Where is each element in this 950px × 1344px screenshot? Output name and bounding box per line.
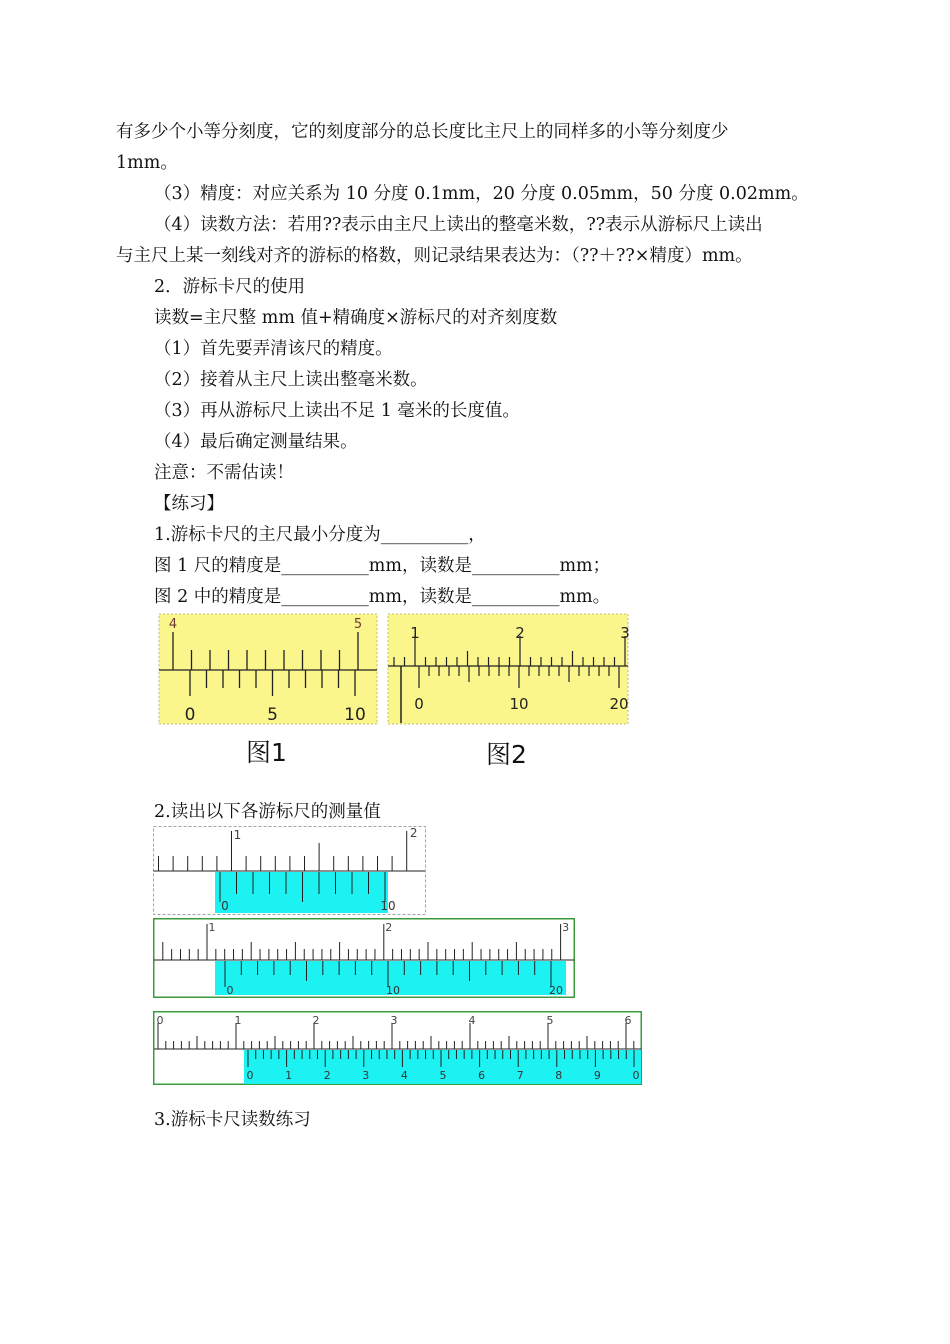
step-2: （2）接着从主尺上读出整毫米数。 [154,370,428,390]
paragraph-line-4: （4）读数方法：若用??表示由主尺上读出的整毫米数，??表示从游标尺上读出 [154,215,763,235]
fig2-main-label: 1 [410,624,420,642]
caliper-2-vernier-label: 20 [549,984,563,997]
caliper-2-vernier-label: 0 [226,984,234,997]
caliper-3-vernier-label: 0 [632,1069,640,1082]
section-heading: 2．游标卡尺的使用 [154,277,306,297]
step-3: （3）再从游标尺上读出不足 1 毫米的长度值。 [154,401,520,421]
fig1-vernier-label: 0 [184,705,196,725]
paragraph-line-3: （3）精度：对应关系为 10 分度 0.1mm，20 分度 0.05mm，50 分度 0.02mm。 [154,184,809,204]
note-line: 注意：不需估读！ [154,463,294,483]
caliper-2-vernier-label: 10 [386,984,400,997]
caliper-3-vernier-label: 2 [323,1069,331,1082]
formula-line: 读数=主尺整 mm 值+精确度×游标尺的对齐刻度数 [154,308,558,328]
caliper-3-vernier-label: 4 [400,1069,408,1082]
caliper-3-vernier-label: 7 [516,1069,524,1082]
caliper-3-ruler [153,1011,642,1085]
caliper-3-vernier-label: 3 [362,1069,370,1082]
question-1-fig2: 图 2 中的精度是__________mm，读数是__________mm。 [154,587,611,607]
question-1-fig1: 图 1 尺的精度是__________mm，读数是__________mm； [154,556,611,576]
caliper-3-vernier-label: 5 [439,1069,447,1082]
fig1-vernier-label: 10 [344,705,366,725]
caliper-2-main-label: 1 [208,921,216,934]
fig1-main-label: 5 [353,617,363,632]
fig2-main-label: 2 [515,624,525,642]
caliper-3-vernier-label: 6 [478,1069,486,1082]
caliper-3-main-label: 0 [156,1014,164,1027]
figure-1 [158,613,378,725]
caliper-3 [153,1011,642,1085]
caliper-1-main-label: 2 [409,826,418,840]
step-4: （4）最后确定测量结果。 [154,432,358,452]
question-3: 3.游标卡尺读数练习 [154,1110,311,1130]
figure-2 [387,613,629,725]
figure-1-ruler [158,613,378,725]
paragraph-line-5: 与主尺上某一刻线对齐的游标的格数，则记录结果表达为：（??＋??×精度）mm。 [116,246,753,266]
fig2-vernier-label: 0 [414,695,424,713]
paragraph-line-1: 有多少个小等分刻度，它的刻度部分的总长度比主尺上的同样多的小等分刻度少 [116,122,729,142]
caliper-3-main-label: 5 [546,1014,554,1027]
figure-1-caption: 图1 [246,738,287,767]
caliper-1-main-label: 1 [233,828,242,842]
caliper-1 [153,826,426,915]
fig1-vernier-label: 5 [267,705,278,725]
fig1-main-label: 4 [168,617,178,632]
question-2: 2.读出以下各游标尺的测量值 [154,802,381,822]
caliper-3-main-label: 4 [468,1014,476,1027]
fig2-main-label: 3 [620,624,629,642]
caliper-3-main-label: 3 [390,1014,398,1027]
caliper-1-vernier-label: 0 [221,899,229,913]
caliper-3-main-label: 1 [234,1014,242,1027]
figure-2-ruler [387,613,629,725]
caliper-3-main-label: 6 [624,1014,632,1027]
fig2-background [388,614,628,724]
exercise-heading: 【练习】 [154,494,224,514]
caliper-1-vernier [215,872,388,913]
fig2-vernier-label: 10 [509,695,529,713]
caliper-3-vernier-label: 0 [246,1069,254,1082]
paragraph-line-2: 1mm。 [116,153,178,173]
caliper-3-vernier-label: 9 [593,1069,601,1082]
caliper-3-vernier-label: 1 [285,1069,293,1082]
caliper-2-main-label: 3 [562,921,570,934]
caliper-3-vernier-label: 8 [555,1069,563,1082]
figure-2-caption: 图2 [486,740,527,769]
caliper-1-vernier-label: 10 [380,899,396,913]
caliper-2 [153,918,575,998]
caliper-1-ruler [153,826,426,915]
question-1: 1.游标卡尺的主尺最小分度为__________， [154,525,486,545]
caliper-3-main-label: 2 [312,1014,320,1027]
fig2-vernier-label: 20 [609,695,629,713]
caliper-2-main-label: 2 [385,921,393,934]
caliper-2-ruler [153,918,575,998]
step-1: （1）首先要弄清该尺的精度。 [154,339,393,359]
